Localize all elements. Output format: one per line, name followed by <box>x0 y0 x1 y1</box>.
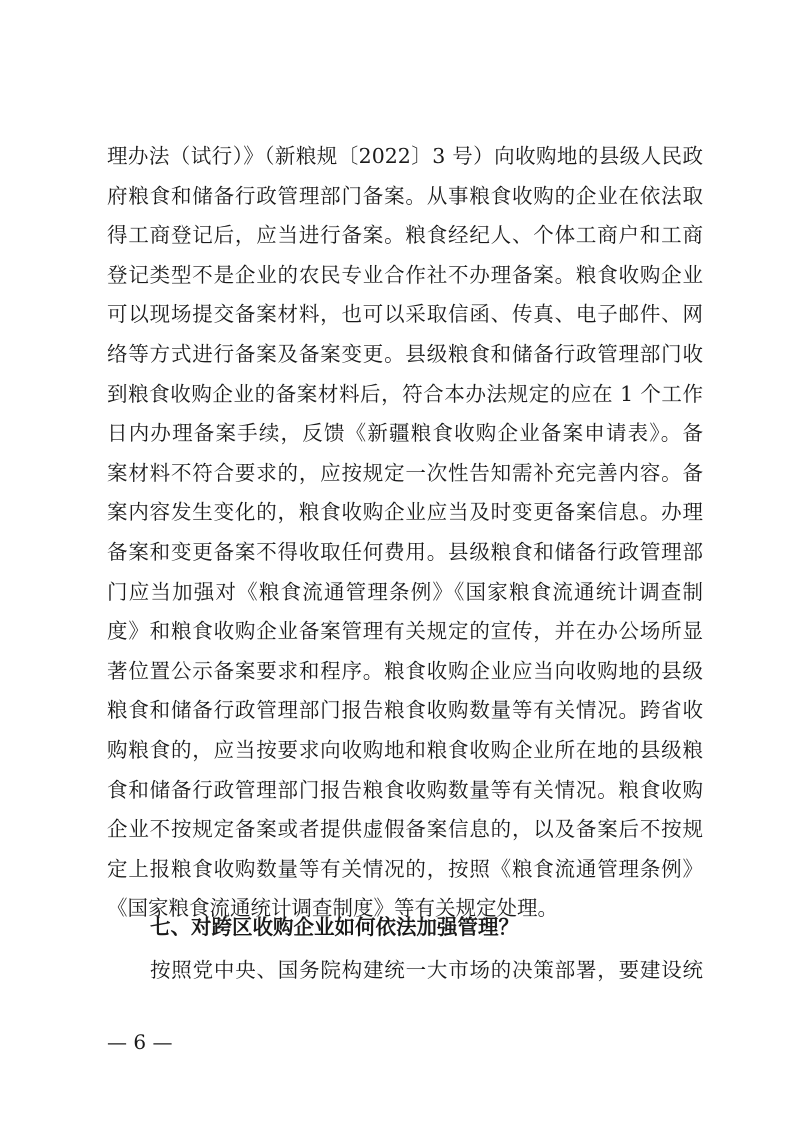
page-number: — 6 — <box>107 1030 173 1054</box>
text-line: 备案和变更备案不得收取任何费用。县级粮食和储备行政管理部 <box>107 539 703 564</box>
text-line: 食和储备行政管理部门报告粮食收购数量等有关情况。粮食收购 <box>107 777 703 802</box>
text-line: 府粮食和储备行政管理部门备案。从事粮食收购的企业在依法取 <box>107 183 703 208</box>
text-line: 理办法（试行）》（新粮规〔2022〕3 号）向收购地的县级人民政 <box>107 144 703 168</box>
text-line: 著位置公示备案要求和程序。粮食收购企业应当向收购地的县级 <box>107 658 703 683</box>
paragraph-2: 按照党中央、国务院构建统一大市场的决策部署，要建设统 <box>150 958 703 982</box>
text-line: 企业不按规定备案或者提供虚假备案信息的，以及备案后不按规 <box>107 817 703 842</box>
text-line: 到粮食收购企业的备案材料后，符合本办法规定的应在 1 个工作 <box>107 381 703 406</box>
text-line: 案内容发生变化的，粮食收购企业应当及时变更备案信息。办理 <box>107 500 703 525</box>
text-line: 日内办理备案手续，反馈《新疆粮食收购企业备案申请表》。备 <box>107 421 703 446</box>
text-line: 定上报粮食收购数量等有关情况的，按照《粮食流通管理条例》 <box>107 856 703 881</box>
text-line: 门应当加强对《粮食流通管理条例》《国家粮食流通统计调查制 <box>107 579 703 604</box>
text-line: 登记类型不是企业的农民专业合作社不办理备案。粮食收购企业 <box>107 262 703 287</box>
text-line: 《国家粮食流通统计调查制度》等有关规定处理。 <box>107 896 558 921</box>
section-heading: 七、对跨区收购企业如何依法加强管理？ <box>150 915 519 939</box>
paragraph-1 <box>107 137 703 929</box>
text-line: 度》和粮食收购企业备案管理有关规定的宣传，并在办公场所显 <box>107 619 703 644</box>
text-line: 购粮食的，应当按要求向收购地和粮食收购企业所在地的县级粮 <box>107 737 703 762</box>
text-line: 得工商登记后，应当进行备案。粮食经纪人、个体工商户和工商 <box>107 223 703 248</box>
text-line: 案材料不符合要求的，应按规定一次性告知需补充完善内容。备 <box>107 460 703 485</box>
text-line: 粮食和储备行政管理部门报告粮食收购数量等有关情况。跨省收 <box>107 698 703 723</box>
text-line: 络等方式进行备案及备案变更。县级粮食和储备行政管理部门收 <box>107 341 703 366</box>
text-line: 可以现场提交备案材料，也可以采取信函、传真、电子邮件、网 <box>107 302 703 327</box>
